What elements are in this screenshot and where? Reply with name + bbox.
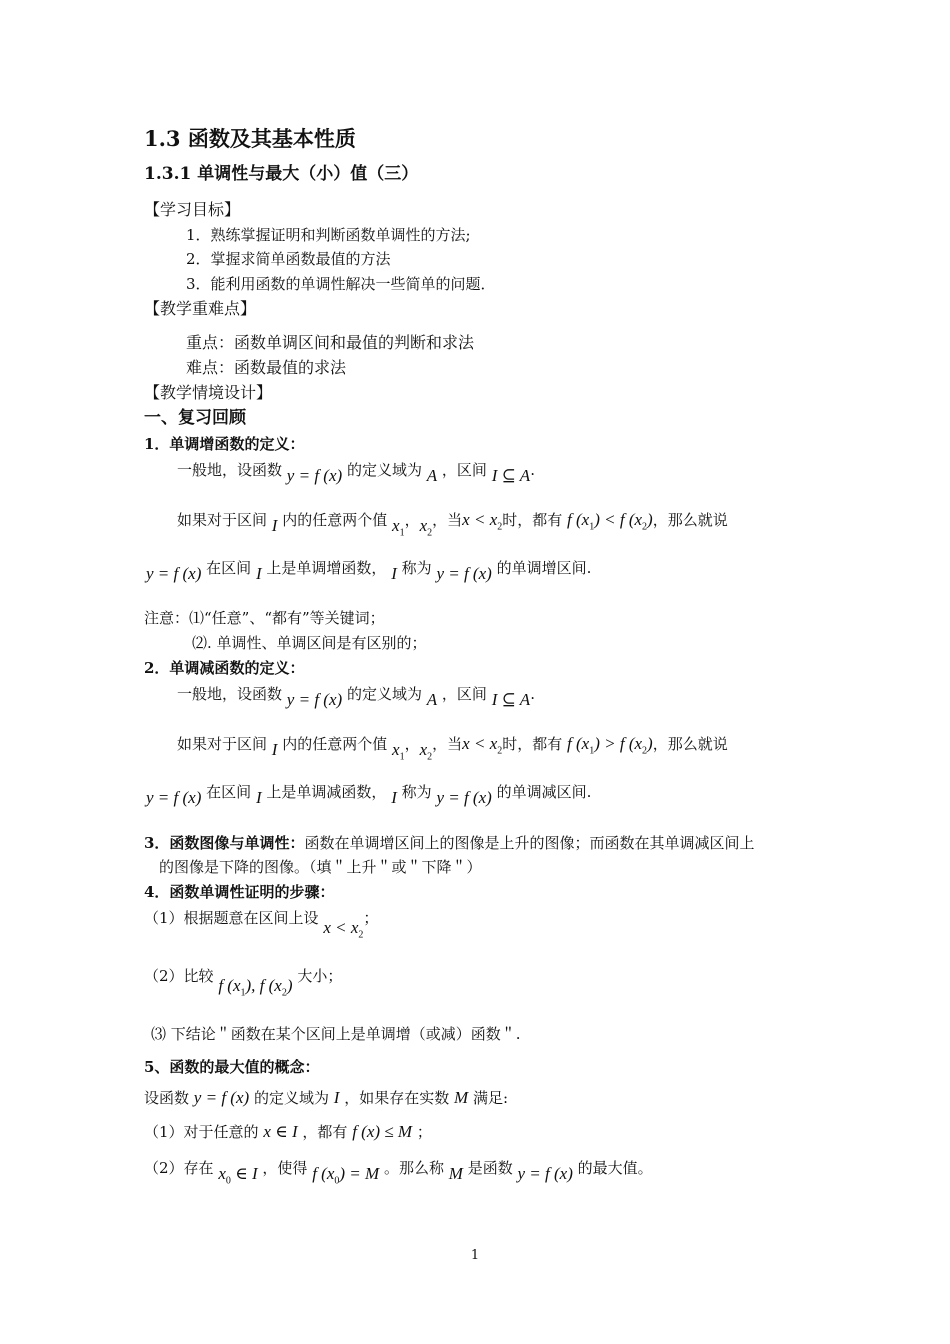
page-number: 1 [470, 1248, 480, 1263]
decreasing-heading: 2．单调减函数的定义： [144, 659, 305, 677]
page-title: 1.3 函数及其基本性质 [144, 126, 356, 151]
review-heading: 一、复习回顾 [144, 408, 246, 428]
proof-step: （1）根据题意在区间上设 $x < x_2$； [144, 909, 379, 941]
goal-item: 3．能利用函数的单调性解决一些简单的问题． [186, 275, 496, 293]
increasing-def-line2: 如果对于区间 I 内的任意两个值 $x_1$，$x_2$，当$x < x_2$时，都有 f $(x_1) < f$ $(x_2)$，那么就说 [177, 510, 728, 539]
keypoints-heading: 【教学重难点】 [144, 299, 257, 318]
maximum-heading: 5、函数的最大值的概念： [144, 1058, 320, 1076]
goals-heading: 【学习目标】 [144, 200, 241, 219]
domain-symbol: A [426, 466, 438, 485]
maximum-condition-1: （1）对于任意的 x ∈ I ，都有 f (x) ≤ M ； [144, 1122, 432, 1141]
decreasing-def-line3: y = f (x) 在区间 I 上是单调减函数， I 称为 y = f (x) 的单调减区间. [146, 783, 592, 807]
note-line: 注意：⑴“任意”、“都有”等关键词； [144, 609, 385, 627]
maximum-def-line1: 设函数 y = f (x) 的定义域为 I ，如果存在实数 M 满足: [144, 1088, 508, 1107]
decreasing-def-line1: 一般地，设函数 y = f (x) 的定义域为 A ，区间 I ⊆ A. [177, 685, 535, 709]
function-expr: y = f (x) [286, 466, 343, 485]
decreasing-relation: f $(x_1) > f$ $(x_2)$ [567, 734, 653, 757]
graph-monotonic-line2: 的图像是下降的图像。（填＂上升＂或＂下降＂） [159, 858, 482, 876]
increasing-relation: f $(x_1) < f$ $(x_2)$ [567, 510, 653, 533]
decreasing-def-line2: 如果对于区间 I 内的任意两个值 $x_1$，$x_2$，当$x < x_2$时，都有 f $(x_1) > f$ $(x_2)$，那么就说 [177, 734, 728, 763]
proof-step: （2）比较 f $(x_1)$, f $(x_2)$ 大小； [144, 967, 343, 999]
increasing-heading: 1．单调增函数的定义： [144, 435, 305, 453]
design-heading: 【教学情境设计】 [144, 383, 273, 402]
increasing-def-line3: y = f (x) 在区间 I 上是单调增函数， I 称为 y = f (x) 的单调增区间. [146, 559, 592, 583]
increasing-def-line1: 一般地，设函数 y = f (x) 的定义域为 A ，区间 I ⊆ A. [177, 461, 535, 485]
maximum-condition-2: （2）存在 $x_0$ ∈ I ，使得 f $(x_0) = M$ 。那么称 M 是函数 y = f (x) 的最大值。 [144, 1159, 653, 1187]
interval-subset: I ⊆ A [491, 466, 531, 485]
section-subtitle: 1.3.1 单调性与最大（小）值（三） [144, 164, 419, 184]
proof-step: ⑶ 下结论＂函数在某个区间上是单调增（或减）函数＂. [151, 1025, 521, 1043]
order-condition: $x < x_2$ [462, 510, 503, 533]
key-point: 重点：函数单调区间和最值的判断和求法 [186, 333, 475, 352]
note-line: ⑵. 单调性、单调区间是有区别的； [192, 634, 427, 652]
difficulty-point: 难点：函数最值的求法 [186, 358, 347, 377]
graph-monotonic-line1: 3．函数图像与单调性：函数在单调增区间上的图像是上升的图像；而函数在其单调减区间上 [144, 834, 755, 852]
proof-steps-heading: 4．函数单调性证明的步骤： [144, 883, 335, 901]
goal-item: 1．熟练掌握证明和判断函数单调性的方法; [186, 226, 471, 244]
goal-item: 2．掌握求简单函数最值的方法 [186, 250, 391, 268]
